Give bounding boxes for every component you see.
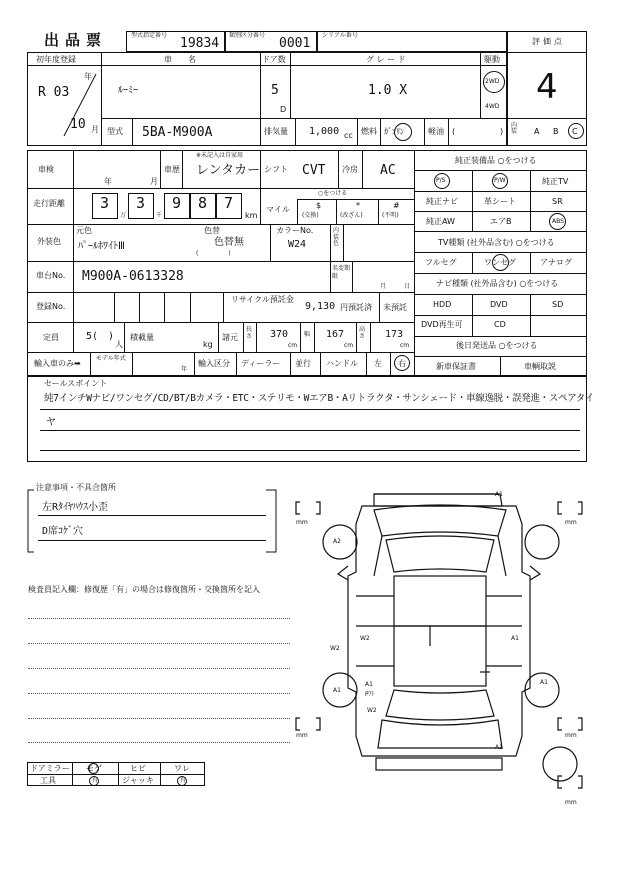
legend-mirror-value: モゲ [86, 764, 102, 773]
capacity-unit: 人 [115, 340, 123, 349]
interior-color-label: 内装色 [333, 227, 340, 248]
interior-label: 内装 [511, 122, 518, 135]
mirror-circle [88, 763, 99, 774]
load-label: 積載量 [130, 333, 154, 342]
serial-label: シリアル番号 [322, 32, 358, 39]
exterior-color-label: 外装色 [37, 237, 61, 246]
mark-rear-left-quarter: W2 [367, 707, 377, 714]
notes-label: 注意事項・不具合箇所 [36, 483, 116, 492]
note-2: D席ｺｹﾞ穴 [42, 526, 84, 537]
handle-right: 右 [398, 359, 406, 368]
first-reg-month: 10 [70, 117, 86, 132]
shift-label: シフト [264, 165, 288, 174]
year-unit: 年 [84, 72, 92, 81]
mileage-sen: 千 [156, 212, 163, 219]
tv-analog: アナログ [540, 258, 572, 267]
equip-navi: 純正ナビ [426, 197, 458, 206]
new-car-warranty: 新車保証書 [436, 362, 476, 371]
vehicle-manual: 車輌取説 [524, 362, 556, 371]
legend-broken: ワレ [174, 764, 190, 773]
interior-a: A [534, 127, 540, 136]
car-name-label: 車 名 [164, 55, 200, 64]
color-no-label: カラーNo. [276, 226, 314, 235]
score-value: 4 [536, 67, 558, 107]
legend-crack: ヒビ [130, 764, 146, 773]
orig-color-label: 元色 [76, 226, 92, 235]
grade: 1.0 X [368, 83, 408, 98]
repaint: 色替無 [214, 237, 244, 248]
width-label: 幅 [304, 331, 311, 338]
mm-rear-right: mm [565, 732, 577, 739]
drive-2wd: 2WD [485, 78, 500, 85]
dvd-playable: DVD再生可 [421, 320, 463, 329]
handle-left: 左 [374, 359, 382, 368]
model-year-unit: 年 [181, 366, 188, 373]
shift: CVT [302, 163, 326, 178]
mm-front-right: mm [565, 519, 577, 526]
title-expiry-label: 名変期限 [332, 265, 351, 280]
mm-spare: mm [565, 799, 577, 806]
registration-label: 登録No. [36, 302, 66, 311]
length-label: 長さ [246, 326, 253, 341]
handle-circle [394, 355, 410, 371]
legend-tools-value: 有 [92, 777, 99, 784]
fuel-light-oil: 軽油 [428, 127, 444, 136]
form-title: 出品票 [44, 31, 108, 49]
tv-oneseg: ワンセグ [484, 258, 516, 267]
shaken-label: 車検 [38, 165, 54, 174]
length: 370 [270, 329, 289, 340]
shaken-year: 年 [104, 177, 112, 186]
recycle-unpaid: 未預託 [383, 303, 407, 312]
first-reg-era: R 03 [38, 85, 70, 100]
oneseg-circle [492, 254, 509, 271]
mm-front-left: mm [296, 519, 308, 526]
expiry-day: 日 [404, 283, 411, 290]
mark-front-left-wheel: A2 [333, 538, 341, 545]
navi-cd: CD [494, 320, 506, 329]
class-number: 0001 [279, 36, 311, 51]
unknown-symbol: # [393, 201, 400, 210]
repaint-paren: ( ) [196, 250, 231, 257]
orig-color: ﾊﾟｰﾙﾎﾜｲﾄⅢ [78, 241, 125, 252]
import-dealer: ディーラー [241, 359, 281, 368]
height-label: 高さ [359, 326, 366, 341]
recycle-label: リサイクル預託金 [231, 295, 294, 304]
history-label: 車歴 [164, 165, 180, 174]
exchange-label: (交換) [302, 212, 319, 219]
abs-circle [549, 213, 566, 230]
mark-rear-left-fender: A1 [365, 681, 373, 688]
width: 167 [326, 329, 345, 340]
alter-symbol: * [356, 201, 360, 210]
equip-sr: SR [552, 197, 563, 206]
recycle-unit: 円預託済 [340, 303, 372, 312]
import-label: 輸入車のみ➡ [34, 359, 81, 368]
class-number-label: 類別区分番号 [229, 32, 266, 39]
size-label: 諸元 [222, 333, 238, 342]
unknown-label: (不明) [382, 212, 399, 219]
tv-fullseg: フルセグ [425, 258, 457, 267]
model-year-label: モデル年式 [96, 355, 126, 362]
first-reg-label: 初年度登録 [36, 55, 76, 64]
history-note: ※未記入は自家用 [196, 152, 244, 159]
legend-jack: ジャッキ [122, 776, 154, 785]
width-cm: cm [344, 342, 354, 349]
mark-rear-bumper: A1 [495, 744, 503, 751]
ac: AC [380, 163, 396, 178]
height: 173 [385, 329, 404, 340]
tv-type-label: TV種類 (社外品含む) ○をつける [438, 238, 555, 247]
mark-rear-right-wheel: A1 [540, 679, 548, 686]
chassis-number: M900A-0613328 [82, 269, 184, 284]
month-unit: 月 [91, 125, 99, 134]
fuel-label: 燃料 [361, 127, 377, 136]
mileage-man: 万 [120, 212, 127, 219]
recycle-amount: 9,130 [305, 301, 336, 312]
tools-circle [89, 776, 99, 786]
mileage-digit-5: 7 [224, 194, 234, 212]
model-label: 型式 [107, 127, 123, 136]
mm-rear-left: mm [296, 732, 308, 739]
mileage-km: km [245, 211, 258, 220]
import-category-label: 輸入区分 [198, 359, 230, 368]
navi-sd: SD [552, 300, 564, 309]
equip-pw: P/W [494, 177, 506, 184]
mark-left-panel: W2 [330, 645, 340, 652]
mark-rear-left-wheel: A1 [333, 687, 341, 694]
height-cm: cm [400, 342, 410, 349]
mileage-mile: マイル [266, 205, 290, 214]
mileage-digit-2: 3 [136, 194, 146, 212]
equip-ps: P/S [436, 177, 446, 184]
alter-label: (改ざん) [340, 212, 363, 219]
score-label: 評価点 [532, 37, 565, 46]
navi-hdd: HDD [433, 300, 452, 309]
shaken-month: 月 [150, 177, 158, 186]
load-kg: kg [203, 340, 213, 349]
mileage-label: 走行距離 [33, 199, 65, 208]
color-no: W24 [288, 239, 307, 250]
repaint-label: 色替 [204, 226, 220, 235]
equip-aw: 純正AW [426, 217, 455, 226]
door-count: 5 [271, 83, 279, 98]
equip-abs: ABS [552, 218, 564, 225]
exchange-symbol: $ [316, 201, 322, 210]
grade-label: グ レ ー ド [366, 55, 406, 64]
legend-jack-value: 有 [180, 777, 187, 784]
later-shipment-label: 後日発送品 ○をつける [456, 341, 538, 350]
navi-type-label: ナビ種類 (社外品含む) ○をつける [436, 279, 559, 288]
interior-c: C [572, 127, 578, 136]
capacity: 5( ) [86, 331, 115, 342]
door-count-label: ドア数 [262, 55, 286, 64]
door-suffix: D [280, 105, 287, 114]
ps-circle [434, 173, 450, 189]
mark-left-door: W2 [360, 635, 370, 642]
sales-point-line2: ヤ [46, 417, 56, 428]
type-number-label: 型式指定番号 [131, 32, 168, 39]
interior-b: B [553, 127, 559, 136]
drive-label: 駆動 [484, 55, 500, 64]
displacement-unit: cc [344, 131, 353, 140]
length-cm: cm [288, 342, 298, 349]
mileage-digit-3: 9 [172, 194, 182, 212]
type-number: 19834 [180, 36, 220, 51]
inspector-label: 検査員記入欄：修復歴「有」の場合は修復箇所・交換箇所を記入 [28, 585, 260, 594]
mileage-digit-1: 3 [100, 194, 110, 212]
equip-airbag: エアB [490, 217, 512, 226]
history: レンタカー [196, 163, 261, 178]
genuine-equipment-label: 純正装備品 ○をつける [455, 156, 537, 165]
car-name: ﾙｰﾐｰ [118, 85, 138, 96]
model-code: 5BA-M900A [142, 125, 213, 140]
mark-front-bumper: A1 [495, 491, 503, 498]
mark-rear-left-pat: Pｱﾄ [365, 691, 375, 698]
displacement-label: 排気量 [264, 127, 288, 136]
circle-note: ○をつける [318, 190, 348, 197]
interior-circle [568, 123, 584, 139]
sales-point-line1: 純7インチWナビ/ワンセグ/CD/BT/Bカメラ・ETC・ステリモ・WエアB・Aリトラクタ・サンシェード・車線逸脱・誤発進・スペアタイ [44, 393, 594, 404]
handle-label: ハンドル [326, 359, 358, 368]
fuel-gasoline: ｶﾞｿﾘﾝ [384, 127, 404, 136]
drive-4wd: 4WD [485, 103, 500, 110]
legend-mirror: ドアミラー [30, 764, 70, 773]
import-parallel: 並行 [295, 359, 311, 368]
legend-tools: 工具 [40, 776, 56, 785]
pw-circle [492, 173, 508, 189]
sales-point-label: セールスポイント [44, 379, 108, 388]
navi-dvd: DVD [490, 300, 508, 309]
equip-tv: 純正TV [542, 177, 569, 186]
capacity-label: 定員 [43, 333, 59, 342]
mark-right-door: A1 [511, 635, 519, 642]
equip-leather: 革シート [484, 197, 516, 206]
expiry-month: 月 [380, 283, 387, 290]
mileage-digit-4: 8 [198, 194, 208, 212]
jack-circle [177, 776, 187, 786]
fuel-circle [394, 123, 412, 141]
ac-label: 冷房 [342, 165, 358, 174]
note-1: 左Rﾀｲﾔﾊｳｽ小歪 [42, 502, 109, 513]
displacement: 1,000 [309, 126, 340, 137]
chassis-label: 車台No. [36, 271, 66, 280]
